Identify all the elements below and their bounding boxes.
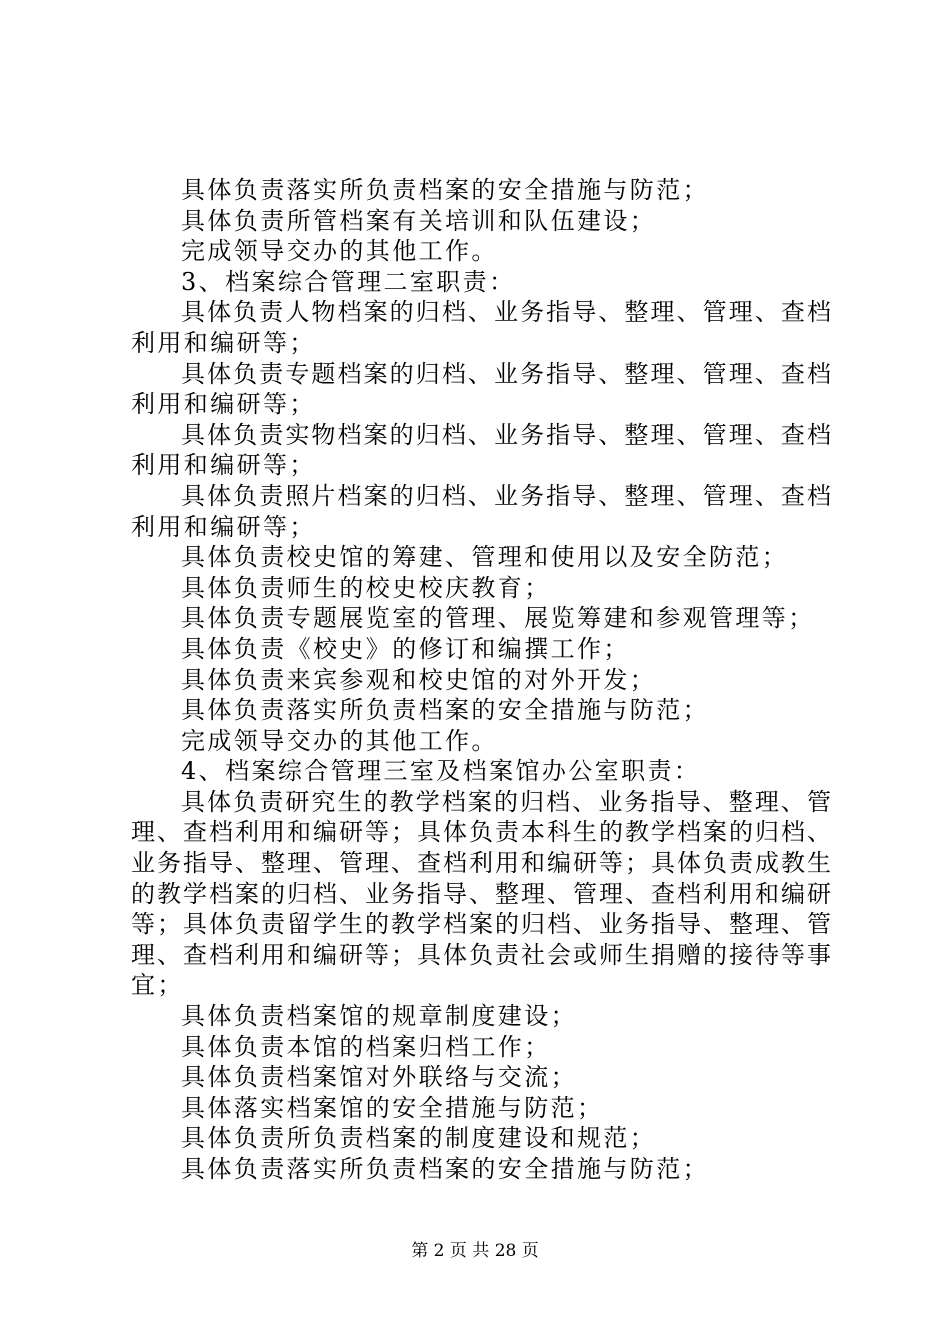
paragraph-line: 利用和编研等； xyxy=(131,451,316,480)
paragraph-line: 具体负责校史馆的筹建、管理和使用以及安全防范； xyxy=(181,543,789,572)
paragraph-line: 具体负责实物档案的归档、业务指导、整理、管理、查档 xyxy=(181,420,831,449)
paragraph-line: 利用和编研等； xyxy=(131,390,316,419)
paragraph-line: 具体负责本馆的档案归档工作； xyxy=(181,1032,551,1061)
paragraph-line: 宜； xyxy=(131,971,184,1000)
paragraph-line: 具体负责师生的校史校庆教育； xyxy=(181,573,551,602)
paragraph-line: 利用和编研等； xyxy=(131,512,316,541)
page-indicator: 第 2 页 共 28 页 xyxy=(411,1241,539,1261)
paragraph-line: 等；具体负责留学生的教学档案的归档、业务指导、整理、管 xyxy=(131,910,831,939)
paragraph-line: 具体负责专题展览室的管理、展览筹建和参观管理等； xyxy=(181,604,815,633)
paragraph-line: 具体负责来宾参观和校史馆的对外开发； xyxy=(181,665,657,694)
paragraph-line: 的教学档案的归档、业务指导、整理、管理、查档利用和编研 xyxy=(131,879,831,908)
paragraph-line: 具体负责《校史》的修订和编撰工作； xyxy=(181,634,630,663)
paragraph-line: 具体负责所负责档案的制度建设和规范； xyxy=(181,1124,657,1153)
paragraph-line: 完成领导交办的其他工作。 xyxy=(181,237,498,266)
paragraph-line: 具体负责落实所负责档案的安全措施与防范； xyxy=(181,176,709,204)
paragraph-line: 具体负责研究生的教学档案的归档、业务指导、整理、管 xyxy=(181,787,831,816)
paragraph-line: 业务指导、整理、管理、查档利用和编研等；具体负责成教生 xyxy=(131,849,831,878)
paragraph-line: 具体负责专题档案的归档、业务指导、整理、管理、查档 xyxy=(181,359,831,388)
section-heading: 3、档案综合管理二室职责： xyxy=(181,267,516,296)
document-body xyxy=(131,175,831,1185)
paragraph-line: 具体负责照片档案的归档、业务指导、整理、管理、查档 xyxy=(181,481,831,510)
paragraph-line: 利用和编研等； xyxy=(131,328,316,357)
paragraph-line: 具体负责人物档案的归档、业务指导、整理、管理、查档 xyxy=(181,298,831,327)
paragraph-line: 具体负责档案馆对外联络与交流； xyxy=(181,1063,577,1092)
paragraph-line: 具体落实档案馆的安全措施与防范； xyxy=(181,1093,604,1122)
paragraph-line: 具体负责档案馆的规章制度建设； xyxy=(181,1002,577,1031)
paragraph-line: 具体负责所管档案有关培训和队伍建设； xyxy=(181,206,657,235)
section-heading: 4、档案综合管理三室及档案馆办公室职责： xyxy=(181,757,701,786)
paragraph-line: 具体负责落实所负责档案的安全措施与防范； xyxy=(181,696,709,725)
paragraph-line: 具体负责落实所负责档案的安全措施与防范； xyxy=(181,1155,709,1183)
paragraph-line: 理、查档利用和编研等；具体负责社会或师生捐赠的接待等事 xyxy=(131,940,831,969)
paragraph-line: 完成领导交办的其他工作。 xyxy=(181,726,498,755)
paragraph-line: 理、查档利用和编研等；具体负责本科生的教学档案的归档、 xyxy=(131,818,831,847)
